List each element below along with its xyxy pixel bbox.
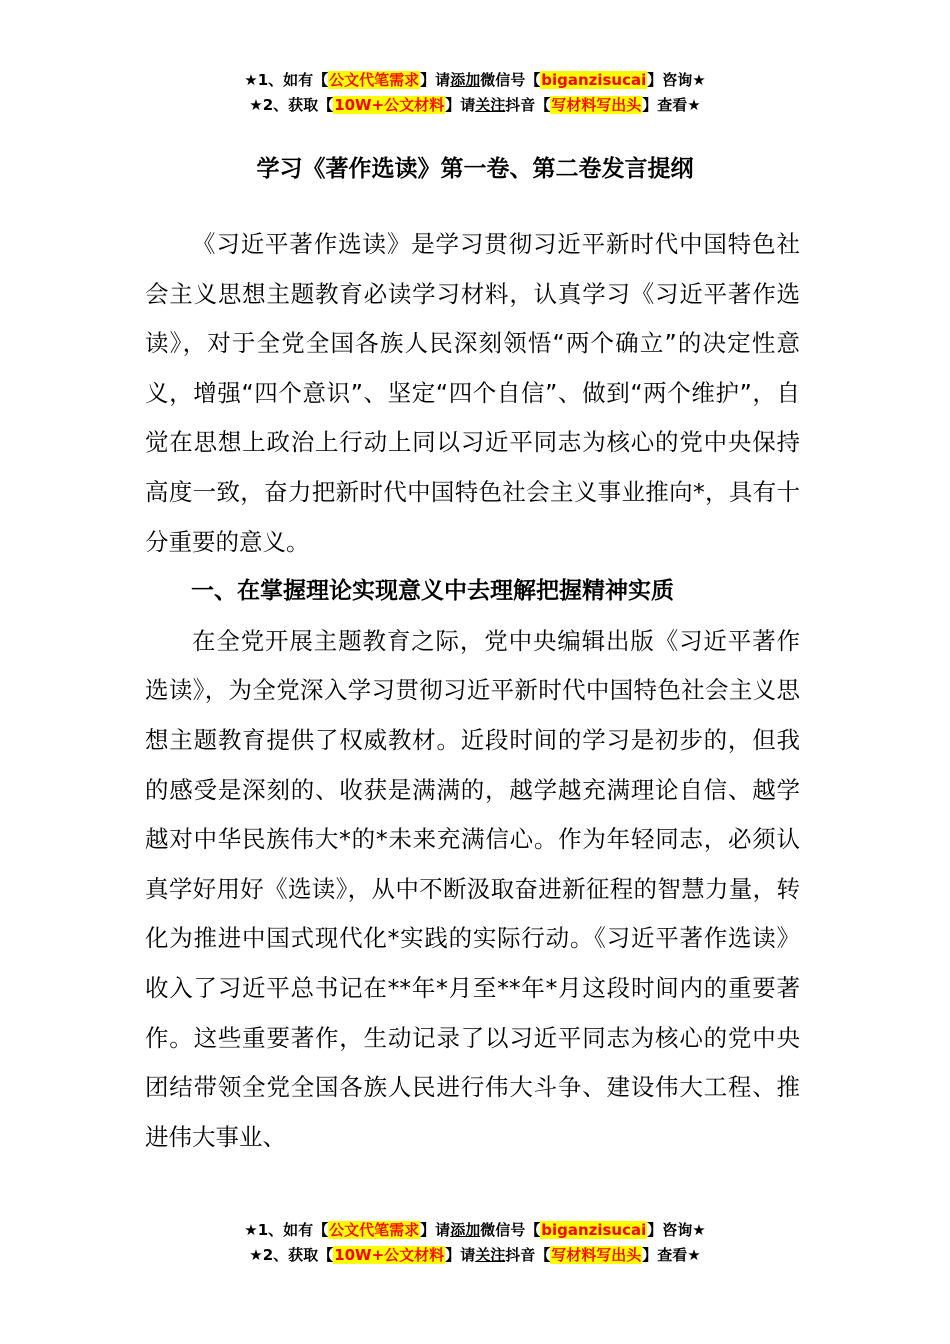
document-body <box>145 220 800 1162</box>
banner-line-2 <box>0 93 950 118</box>
top-banner <box>0 68 950 118</box>
banner-text: ★2、获取【 <box>249 1246 334 1264</box>
banner-text: 】请 <box>445 1246 476 1264</box>
banner-line-1 <box>0 1218 950 1243</box>
banner-text: 】请 <box>420 71 451 89</box>
bottom-banner <box>0 1218 950 1268</box>
banner-text: ★1、如有【 <box>244 1221 329 1239</box>
document-title: 学习《著作选读》第一卷、第二卷发言提纲 <box>256 156 694 182</box>
paragraph: 在全党开展主题教育之际，党中央编辑出版《习近平著作选读》，为全党深入学习贯彻习近平新时代中国特色社会主义思想主题教育提供了权威教材。近段时间的学习是初步的，但我的感受是深刻的、收获是满满的，越学越充满理论自信、越学越对中华民族伟大*的*未来充满信心。作为年轻同志，必须认真学好用好《选读》，从中不断汲取奋进新征程的智慧力量，转化为推进中国式现代化*实践的实际行动。《习近平著作选读》收入了习近平总书记在**年*月至**年*月这段时间内的重要著作。这些重要著作，生动记录了以习近平同志为核心的党中央团结带领全党全国各族人民进行伟大斗争、建设伟大工程、推进伟大事业、 <box>145 626 800 1151</box>
paragraph: 《习近平著作选读》是学习贯彻习近平新时代中国特色社会主义思想主题教育必读学习材料，认真学习《习近平著作选读》，对于全党全国各族人民深刻领悟“两个确立”的决定性意义，增强“四个意识”、坚定“四个自信”、做到“两个维护”，自觉在思想上政治上行动上同以习近平同志为核心的党中央保持高度一致，奋力把新时代中国特色社会主义事业推向*，具有十分重要的意义。 <box>145 230 800 556</box>
highlight-materials: 10W+公文材料 <box>334 96 445 114</box>
banner-text: 】查看★ <box>642 1246 701 1264</box>
banner-line-2 <box>0 1243 950 1268</box>
underlined-text: 关注 <box>475 96 506 114</box>
underlined-text: 添加 <box>450 71 481 89</box>
underlined-text: 添加 <box>450 1221 481 1239</box>
banner-text: 】咨询★ <box>647 1221 706 1239</box>
banner-text: 微信号【 <box>480 71 541 89</box>
banner-text: 】查看★ <box>642 96 701 114</box>
banner-text: 】咨询★ <box>647 71 706 89</box>
section-heading: 一、在掌握理论实现意义中去理解把握精神实质 <box>191 578 674 605</box>
banner-text: ★2、获取【 <box>249 96 334 114</box>
highlight-wechat-id: biganzisucai <box>541 71 647 89</box>
highlight-wechat-id: biganzisucai <box>541 1221 647 1239</box>
underlined-text: 关注 <box>475 1246 506 1264</box>
highlight-service: 公文代笔需求 <box>329 71 420 89</box>
highlight-materials: 10W+公文材料 <box>334 1246 445 1264</box>
banner-text: 】请 <box>420 1221 451 1239</box>
highlight-douyin-account: 写材料写出头 <box>551 1246 642 1264</box>
banner-text: 微信号【 <box>480 1221 541 1239</box>
highlight-douyin-account: 写材料写出头 <box>551 96 642 114</box>
banner-text: 抖音【 <box>505 96 551 114</box>
highlight-service: 公文代笔需求 <box>329 1221 420 1239</box>
banner-text: 】请 <box>445 96 476 114</box>
banner-text: 抖音【 <box>505 1246 551 1264</box>
banner-text: ★1、如有【 <box>244 71 329 89</box>
banner-line-1 <box>0 68 950 93</box>
